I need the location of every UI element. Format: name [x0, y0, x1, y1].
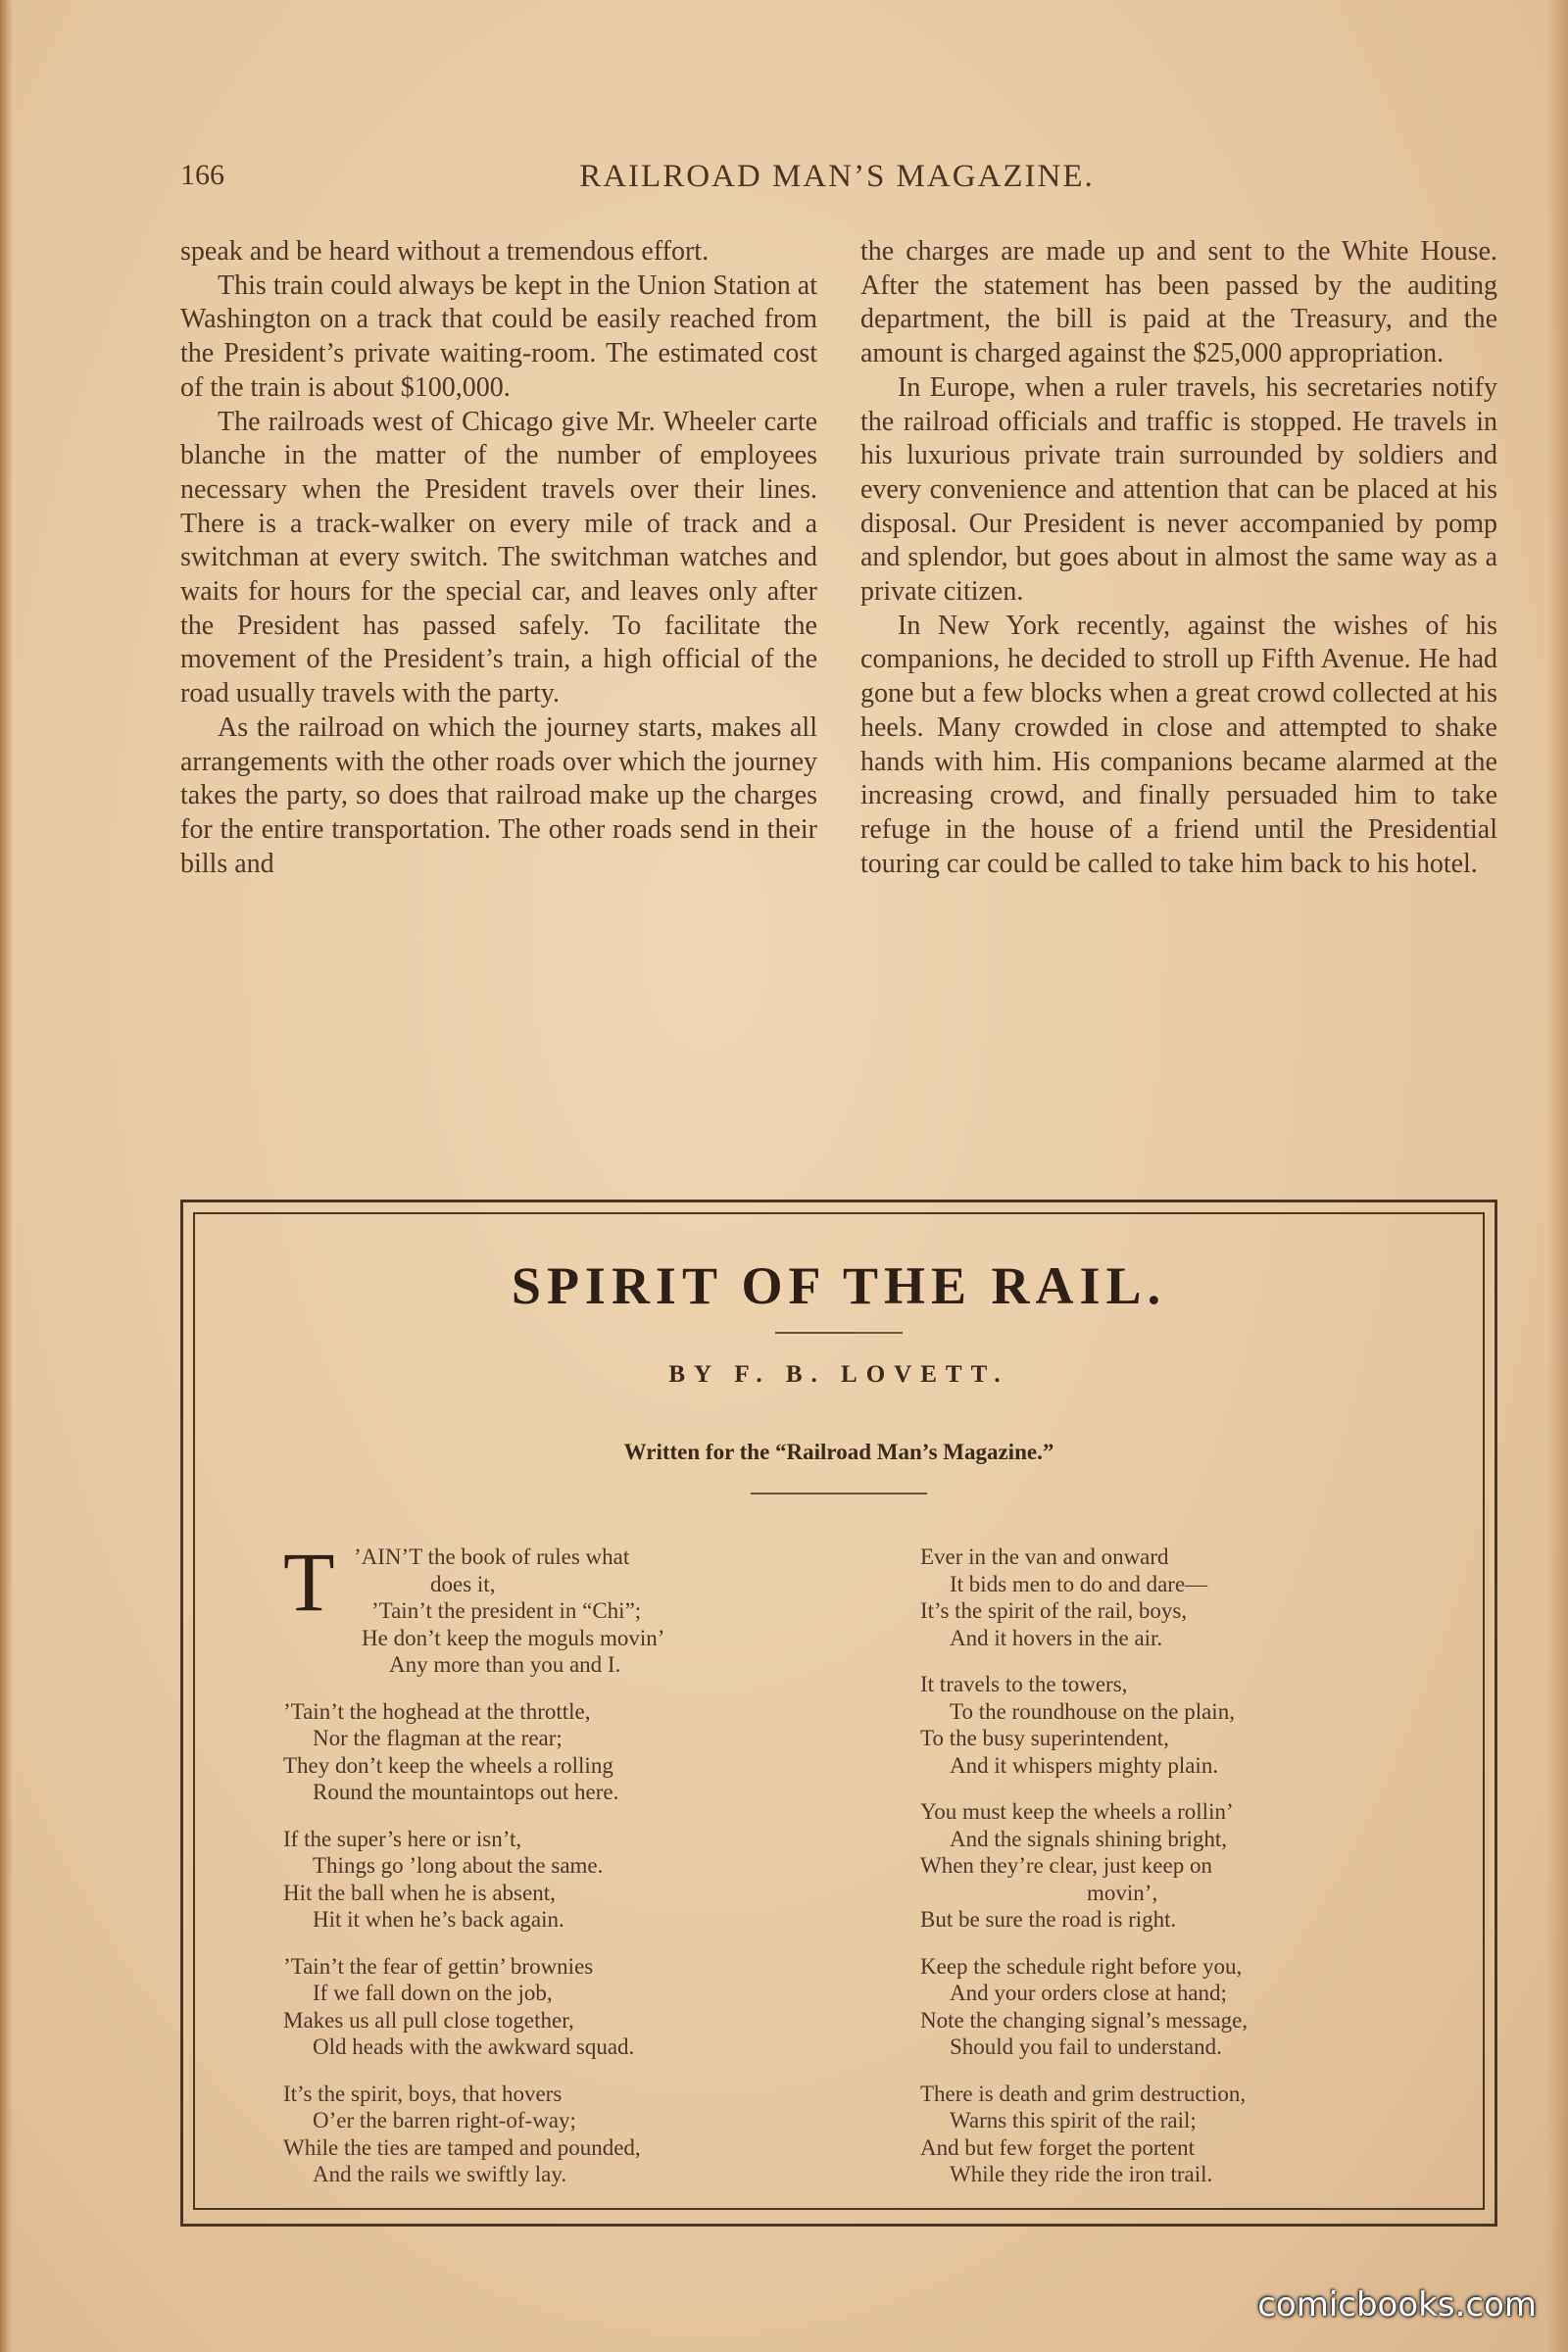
poem-left-column [283, 1535, 852, 2208]
poem-stanza [283, 2081, 852, 2188]
poem-line: Keep the schedule right before you, [920, 1953, 1243, 1979]
watermark: comicbooks.com [1257, 2285, 1537, 2325]
article-left-column [180, 235, 817, 881]
poem-line: And the signals shining bright, [950, 1826, 1228, 1851]
page-number: 166 [180, 159, 224, 191]
article-paragraph: In New York recently, against the wishes of his companions, he decided to stroll up Fifth Avenue. He had gone but a few blocks when a great crowd collected at his heels. Many crowded in close and attempted to shake hands with him. His companions became alarmed at the increasing crowd, and finally persuaded him to take refuge in the house of a friend until the Presidential touring car could be called to take him back to his hotel. [860, 610, 1497, 879]
poem-line: Round the mountaintops out here. [313, 1780, 619, 1804]
poem-line: Old heads with the awkward squad. [313, 2034, 635, 2059]
poem-line: ’Tain’t the hoghead at the throttle, [283, 1698, 591, 1724]
drop-cap: T [283, 1535, 335, 1629]
poem-line: To the busy superintendent, [920, 1726, 1169, 1750]
poem-line: Hit it when he’s back again. [313, 1907, 564, 1932]
poem-line: If the super’s here or isn’t, [283, 1826, 522, 1851]
poem-stanza [920, 2081, 1440, 2188]
poem-line: O’er the barren right-of-way; [313, 2108, 576, 2132]
poem-line: And the rails we swiftly lay. [313, 2162, 567, 2186]
poem-line: ’AIN’T the book of rules what [354, 1544, 630, 1569]
poem-line: It bids men to do and dare— [950, 1571, 1208, 1596]
poem-line: Warns this spirit of the rail; [950, 2108, 1197, 2132]
poem-line: And your orders close at hand; [950, 1981, 1227, 2005]
article-paragraph: the charges are made up and sent to the White House. After the statement has been passed by the auditing department, the bill is paid at the Treasury, and the amount is charged against the $25,000 appropriation. [860, 236, 1497, 369]
poem-stanza [920, 1953, 1440, 2061]
poem-line: He don’t keep the moguls movin’ [362, 1625, 665, 1650]
poem-note: Written for the “Railroad Man’s Magazine.” [623, 1440, 1054, 1464]
article-paragraph: The railroads west of Chicago give Mr. Wheeler carte blanche in the matter of the number of employees necessary when the President travels over their lines. There is a track-walker on every mile of track and a switchman at every switch. The switchman watches and waits for hours for the special car, and leaves only after the President has passed safely. To facilitate the movement of the President’s train, a high official of the road usually travels with the party. [180, 406, 817, 710]
poem-box [180, 1200, 1497, 2227]
magazine-title: RAILROAD MAN’S MAGAZINE. [579, 159, 1095, 194]
poem-line: To the roundhouse on the plain, [950, 1698, 1235, 1724]
page-edge-left [0, 0, 14, 2352]
article-paragraph: In Europe, when a ruler travels, his secretaries notify the railroad officials and traffic is stopped. He travels in his luxurious private train surrounded by soldiers and every convenience and attention that can be placed at his disposal. Our President is never accompanied by pomp and splendor, but goes about in almost the same way as a private citizen. [860, 371, 1497, 608]
article-paragraph: This train could always be kept in the Union Station at Washington on a track that could be easily reached from the President’s private waiting-room. The estimated cost of the train is about $100,000. [180, 270, 817, 403]
poem-stanza [283, 1698, 852, 1806]
poem-line: Things go ’long about the same. [313, 1853, 604, 1878]
poem-line: And it whispers mighty plain. [950, 1752, 1219, 1778]
poem-line: Any more than you and I. [389, 1652, 621, 1677]
poem-stanza [283, 1953, 852, 2061]
poem-title: SPIRIT OF THE RAIL. [511, 1256, 1167, 1315]
poem-line: When they’re clear, just keep on [920, 1853, 1212, 1878]
poem-line: does it, [430, 1571, 496, 1596]
poem-stanza [920, 1798, 1440, 1934]
title-divider [775, 1332, 903, 1334]
poem-line: It’s the spirit of the rail, boys, [920, 1598, 1188, 1623]
poem-stanza [283, 1826, 852, 1934]
poem-line: Nor the flagman at the rear; [313, 1726, 563, 1750]
poem-stanza [920, 1544, 1440, 1651]
poem-box-inner-border [193, 1212, 1485, 2210]
poem-line: It travels to the towers, [920, 1672, 1128, 1696]
poem-line: You must keep the wheels a rollin’ [920, 1799, 1234, 1824]
poem-line: movin’, [1087, 1880, 1158, 1905]
poem-line: While the ties are tamped and pounded, [283, 2134, 641, 2160]
poem-line: And it hovers in the air. [950, 1625, 1163, 1650]
poem-line: It’s the spirit, boys, that hovers [283, 2081, 563, 2106]
poem-line: ’Tain’t the fear of gettin’ brownies [283, 1953, 594, 1979]
article-right-column [860, 235, 1497, 881]
poem-line: There is death and grim destruction, [920, 2081, 1247, 2106]
page-edge-right [1546, 0, 1568, 2352]
poem-line: And but few forget the portent [920, 2134, 1195, 2160]
poem-author: BY F. B. LOVETT. [668, 1361, 1009, 1388]
poem-line: While they ride the iron trail. [950, 2162, 1213, 2186]
poem-line: Ever in the van and onward [920, 1544, 1169, 1569]
poem-line: ’Tain’t the president in “Chi”; [371, 1598, 642, 1623]
note-divider [751, 1493, 927, 1494]
poem-line: But be sure the road is right. [920, 1907, 1177, 1932]
poem-line: Hit the ball when he is absent, [283, 1880, 556, 1905]
poem-stanza [920, 1671, 1440, 1779]
article-paragraph: speak and be heard without a tremendous effort. [180, 236, 710, 267]
poem-right-column [920, 1544, 1440, 2208]
article-paragraph: As the railroad on which the journey starts, makes all arrangements with the other roads over which the journey takes the party, so does that railroad make up the charges for the entire transportation. The other roads send in their bills and [180, 711, 817, 879]
poem-stanza [283, 1535, 852, 1679]
poem-line: They don’t keep the wheels a rolling [283, 1752, 613, 1778]
poem-line: If we fall down on the job, [313, 1981, 553, 2005]
poem-line: Should you fail to understand. [950, 2034, 1222, 2059]
poem-line: Makes us all pull close together, [283, 2007, 574, 2033]
page-header [180, 155, 1494, 204]
poem-line: Note the changing signal’s message, [920, 2007, 1249, 2033]
